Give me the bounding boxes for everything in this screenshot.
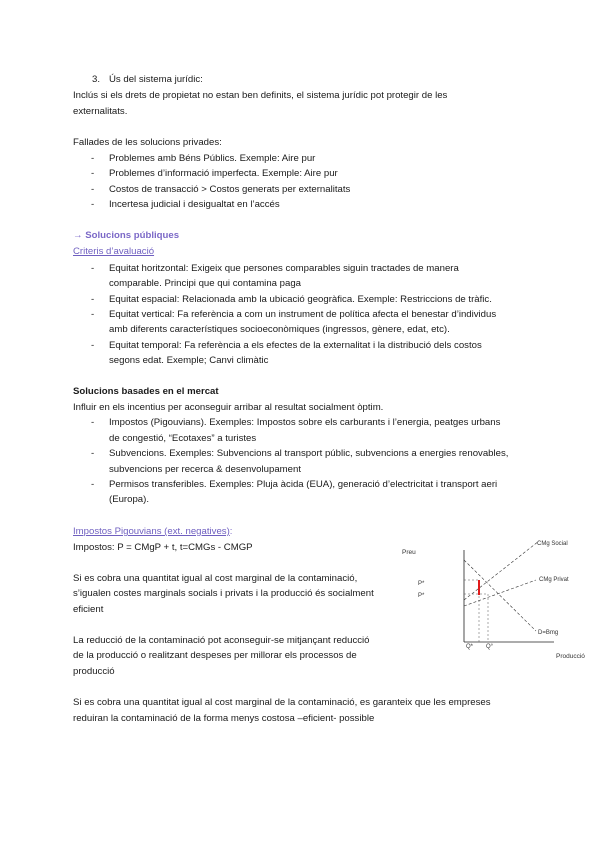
bullet-dash: -: [91, 199, 95, 210]
bullet-dash: -: [91, 184, 95, 195]
list-item-continuation: segons edat. Exemple; Canvi climàtic: [109, 355, 269, 366]
criteris-link[interactable]: Criteris d’avaluació: [73, 246, 155, 257]
paragraph-line: de la producció o realitzant despeses per millorar els processos de: [73, 650, 357, 661]
mercat-heading: Solucions basades en el mercat: [73, 386, 219, 397]
paragraph-line: externalitats.: [73, 106, 128, 117]
pigou-diagram: [404, 530, 594, 660]
list-item-continuation: de congestió, “Ecotaxes” a turistes: [109, 433, 257, 444]
list-item-continuation: subvencions per recerca & desenvolupament: [109, 464, 301, 475]
p-star-label: P*: [418, 581, 425, 587]
cmg-privat-line: [464, 580, 536, 606]
p-low-label: P*: [418, 593, 425, 599]
q-priv-label: Q°: [486, 644, 494, 650]
bullet-dash: -: [91, 294, 95, 305]
list-item: Problemes amb Béns Públics. Exemple: Aire pur: [109, 153, 316, 164]
list-item-continuation: (Europa).: [109, 494, 149, 505]
list-item: Equitat temporal: Fa referència a els efectes de la externalitat i la distribució dels costos: [109, 340, 482, 351]
pigou-formula: Impostos: P = CMgP + t, t=CMGs - CMGP: [73, 542, 253, 553]
y-axis-label: Preu: [402, 549, 416, 556]
cmg-privat-label: CMg Privat: [539, 577, 569, 583]
paragraph-line: producció: [73, 666, 115, 677]
list-item: Costos de transacció > Costos generats per externalitats: [109, 184, 351, 195]
paragraph-line: s’igualen costes marginals socials i privats i la producció és socialment: [73, 588, 374, 599]
bullet-dash: -: [91, 168, 95, 179]
pigou-heading-row: [73, 524, 232, 540]
q-star-label: Q*: [466, 644, 474, 650]
list-item: Incertesa judicial i desigualtat en l’accés: [109, 199, 280, 210]
bullet-dash: -: [91, 417, 95, 428]
bullet-dash: -: [91, 263, 95, 274]
list-item: Equitat vertical: Fa referència a com un instrument de política afecta el benestar d’individus: [109, 309, 497, 320]
paragraph-line: Si es cobra una quantitat igual al cost marginal de la contaminació, es garanteix que les empreses: [73, 697, 491, 708]
list-item-continuation: amb diferents característiques socioeconòmiques (ingressos, gènere, edat, etc).: [109, 324, 450, 335]
list-item: Impostos (Pigouvians). Exemples: Impostos sobre els carburants i l’energia, peatges urbans: [109, 417, 501, 428]
x-axis-label: Producció: [556, 653, 585, 660]
solucions-publiques-heading: → Solucions públiques: [73, 230, 180, 241]
list-item: Equitat espacial: Relacionada amb la ubicació geogràfica. Exemple: Restriccions de tràfic.: [109, 294, 492, 305]
mercat-intro: Influir en els incentius per aconseguir arribar al resultat socialment òptim.: [73, 402, 384, 413]
demand-line: [464, 560, 536, 631]
paragraph-line: reduiran la contaminació de la forma menys costosa –eficient- possible: [73, 713, 375, 724]
bullet-dash: -: [91, 340, 95, 351]
fallades-heading: Fallades de les solucions privades:: [73, 137, 222, 148]
cmg-social-label: CMg Social: [537, 541, 568, 547]
list-item-continuation: comparable. Principi que qui contamina paga: [109, 278, 301, 289]
pigou-link[interactable]: Impostos Pigouvians (ext. negatives): [73, 526, 230, 537]
bullet-dash: -: [91, 479, 95, 490]
paragraph-line: La reducció de la contaminació pot aconseguir-se mitjançant reducció: [73, 635, 370, 646]
pigou-colon: :: [229, 526, 233, 537]
section-number: 3.: [92, 74, 101, 85]
paragraph-line: eficient: [73, 604, 104, 615]
bullet-dash: -: [91, 309, 95, 320]
cmg-social-line: [464, 541, 539, 600]
paragraph-line: Si es cobra una quantitat igual al cost marginal de la contaminació,: [73, 573, 358, 584]
list-item: Problemes d’informació imperfecta. Exemple: Aire pur: [109, 168, 338, 179]
list-item: Equitat horitzontal: Exigeix que persones comparables siguin tractades de manera: [109, 263, 459, 274]
list-item: Permisos transferibles. Exemples: Pluja àcida (EUA), generació d’electricitat i transport aeri: [109, 479, 498, 490]
bullet-dash: -: [91, 153, 95, 164]
bullet-dash: -: [91, 448, 95, 459]
paragraph-line: Inclús si els drets de propietat no estan ben definits, el sistema jurídic pot protegir de les: [73, 90, 448, 101]
list-item: Subvencions. Exemples: Subvencions al transport públic, subvencions a energies renovables,: [109, 448, 509, 459]
demand-label: D=Bmg: [538, 630, 559, 636]
section-heading: Ús del sistema jurídic:: [109, 74, 203, 85]
